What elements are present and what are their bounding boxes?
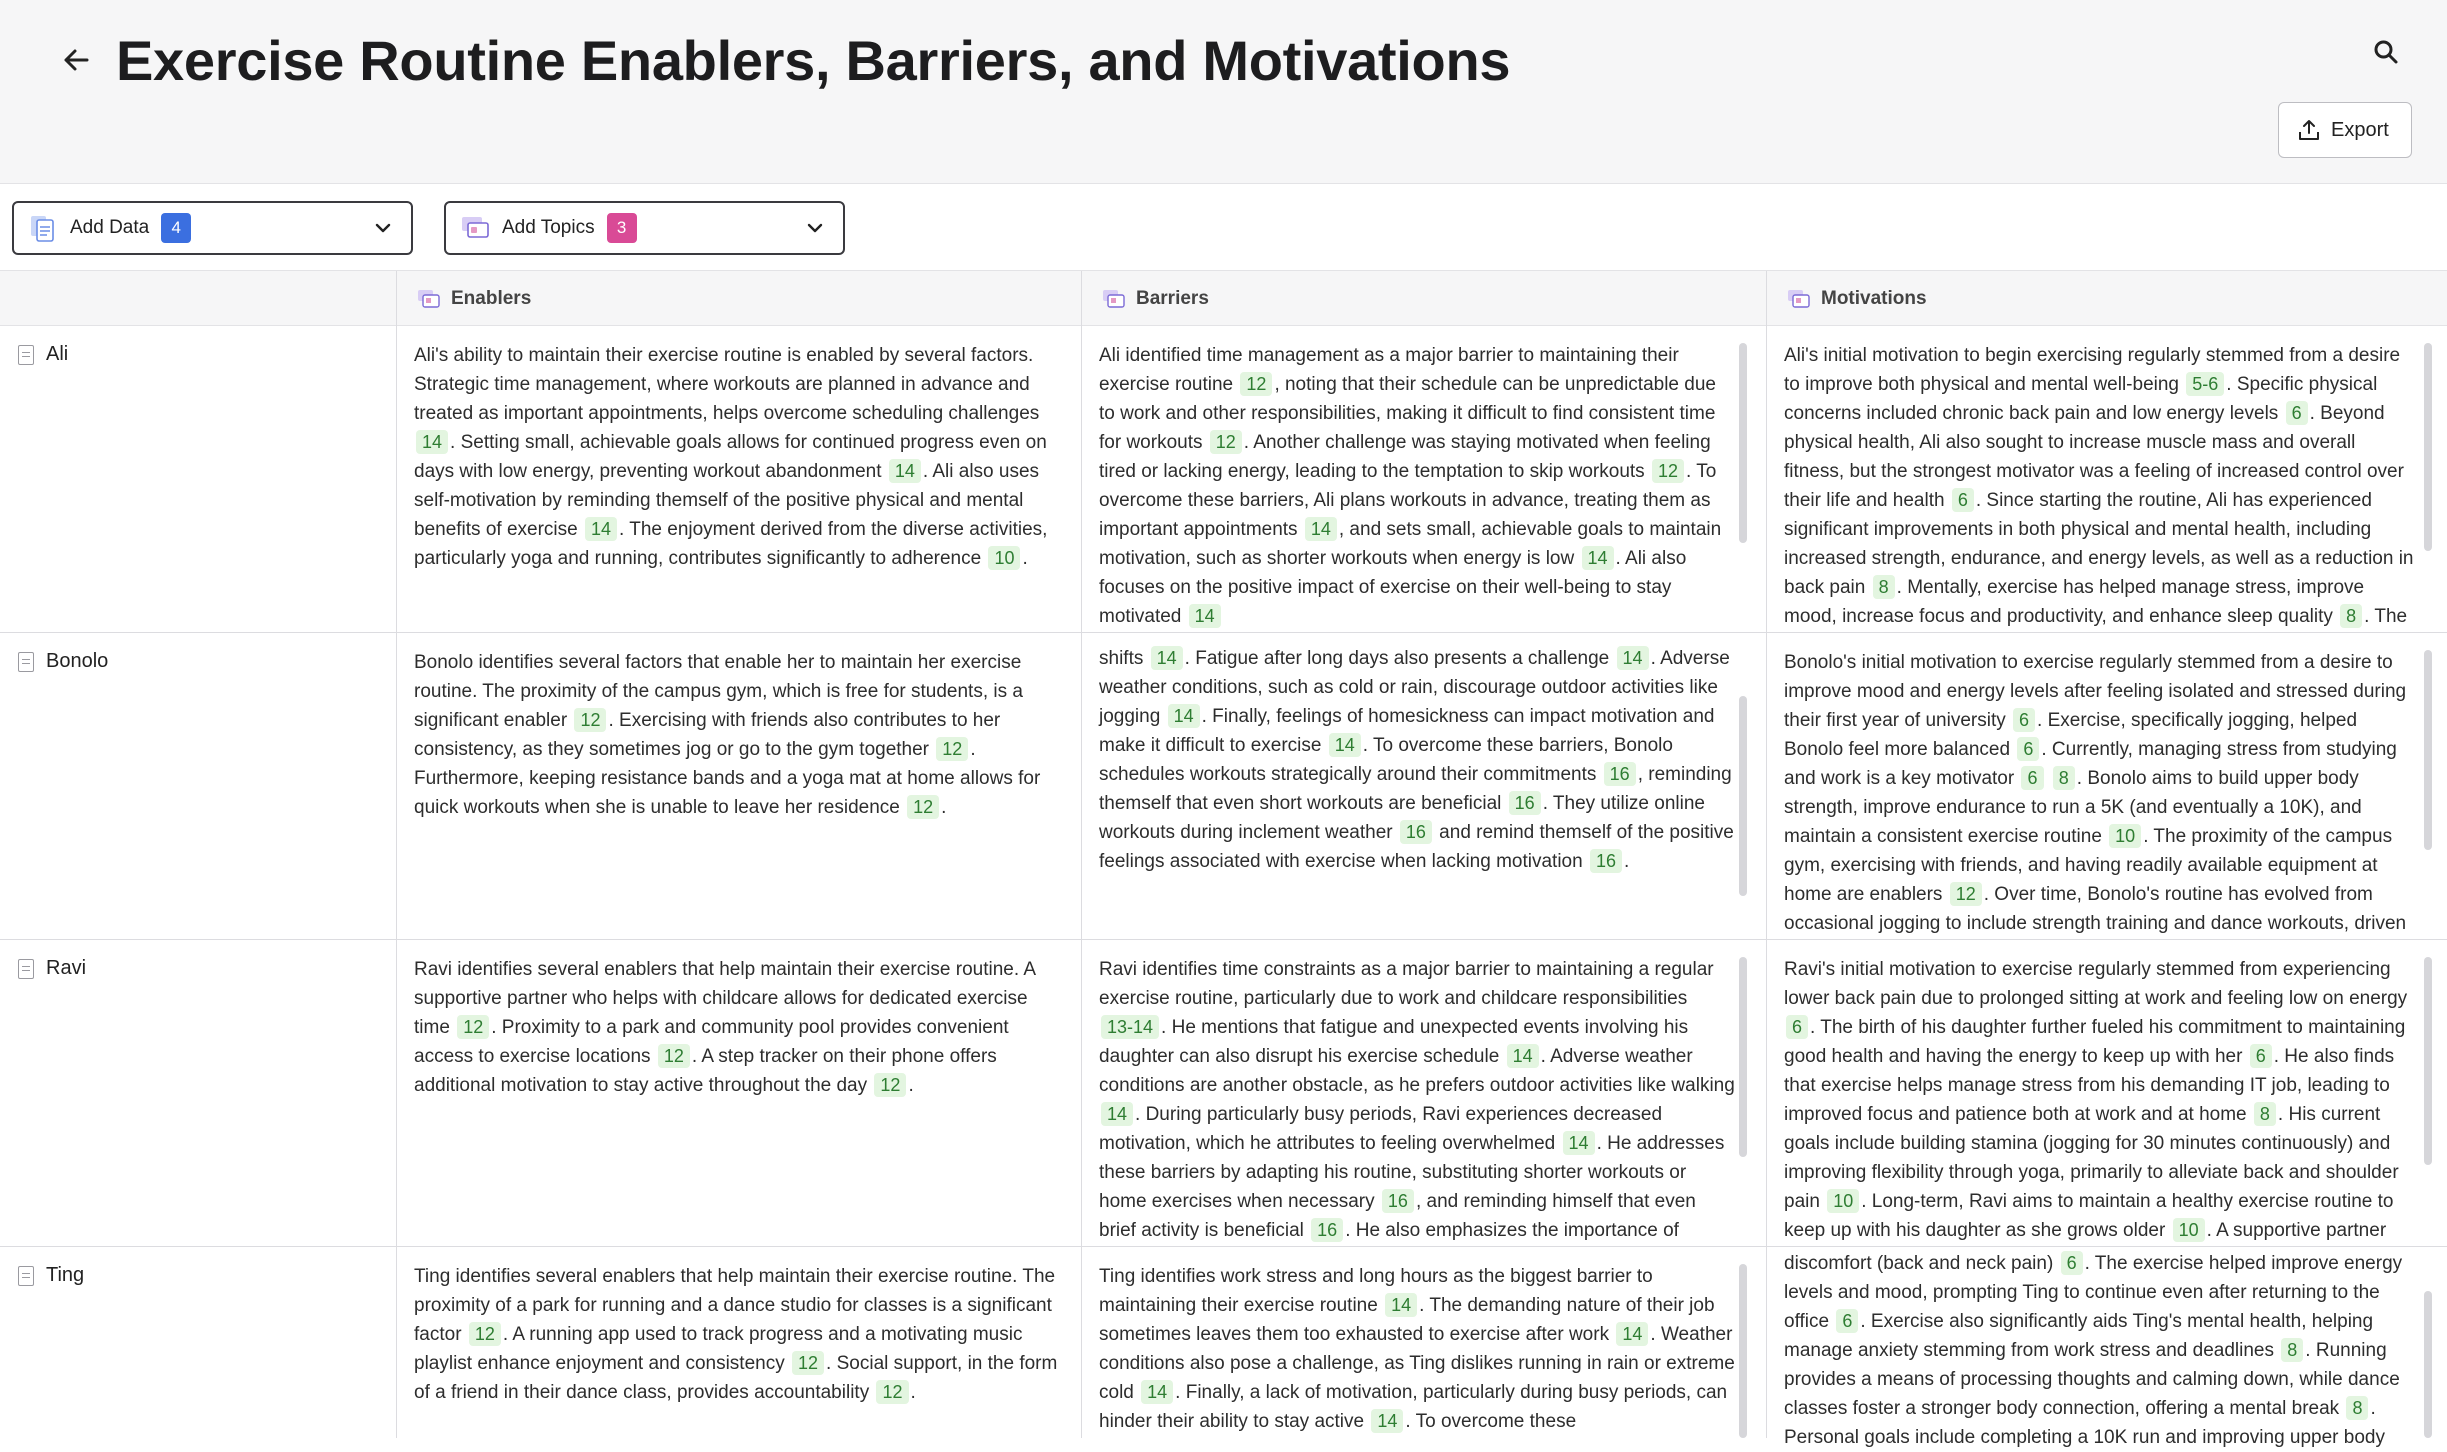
summary-text: . Setting small, achievable goals allows for continued progress even on days with low energy, preventing workout abandonment [414, 432, 1047, 482]
citation-tag[interactable]: 16 [1382, 1189, 1414, 1213]
citation-tag[interactable]: 10 [2109, 824, 2141, 848]
citation-tag[interactable]: 16 [1604, 762, 1636, 786]
citation-tag[interactable]: 8 [2340, 604, 2362, 628]
summary-text: Ting identifies several enablers that help maintain their exercise routine. The proximity of a park for running and a dance studio for classes is a significant factor [414, 1266, 1056, 1345]
summary-text: . He mentions that fatigue and unexpected events involving his daughter can also disrupt his exercise schedule [1099, 1017, 1689, 1067]
summary-text: . Ali also uses self-motivation by reminding themself of the positive physical and mental benefits of exercise [414, 461, 1040, 540]
summary-text: Ting identifies work stress and long hours as the biggest barrier to maintaining their exercise routine [1099, 1266, 1653, 1316]
citation-tag[interactable]: 8 [2254, 1102, 2276, 1126]
summary-text: . The demanding nature of their job sometimes leaves them too exhausted to exercise after work [1099, 1295, 1715, 1345]
cell-ravi-motivations [1784, 955, 2418, 1241]
column-divider [396, 271, 397, 1438]
cell-ali-motivations [1784, 341, 2418, 627]
export-label: Export [2331, 118, 2389, 141]
summary-text [2046, 768, 2051, 789]
chevron-down-icon [805, 218, 825, 238]
cell-bonolo-enablers [414, 648, 1062, 928]
citation-tag[interactable]: 16 [1400, 820, 1432, 844]
row-name: Bonolo [46, 650, 109, 672]
add-data-dropdown[interactable] [12, 201, 413, 255]
scrollbar[interactable] [1739, 343, 1747, 543]
scrollbar[interactable] [2424, 650, 2432, 850]
topic-matrix [0, 270, 2447, 1448]
citation-tag[interactable]: 14 [1141, 1380, 1173, 1404]
cell-ting-barriers [1099, 1262, 1735, 1438]
summary-text: . Currently, managing stress from studying and work is a key motivator [1784, 739, 2397, 789]
citation-tag[interactable]: 12 [469, 1322, 501, 1346]
citation-tag[interactable]: 14 [1371, 1409, 1403, 1433]
summary-text: . Finally, a lack of motivation, particularly during busy periods, can hinder their ability to stay active [1099, 1382, 1728, 1432]
summary-text: . His current goals include building stamina (jogging for 30 minutes continuously) and improving flexibility through yoga, primarily to alleviate back and shoulder pain [1784, 1104, 2399, 1212]
summary-text: . [908, 1075, 914, 1096]
citation-tag[interactable]: 14 [1385, 1293, 1417, 1317]
summary-text: . During particularly busy periods, Ravi experiences decreased motivation, which he attributes to feeling overwhelmed [1099, 1104, 1663, 1154]
scrollbar[interactable] [2424, 1291, 2432, 1438]
scrollbar[interactable] [1739, 696, 1747, 896]
citation-tag[interactable]: 14 [1305, 517, 1337, 541]
row-label-ting[interactable] [18, 1264, 84, 1287]
citation-tag[interactable]: 14 [1329, 733, 1361, 757]
citation-tag[interactable]: 12 [574, 708, 606, 732]
row-label-ravi[interactable] [18, 957, 86, 980]
summary-text: . Exercise, specifically jogging, helped Bonolo feel more balanced [1784, 710, 2358, 760]
arrow-left-icon [63, 49, 89, 71]
citation-tag[interactable]: 14 [1582, 546, 1614, 570]
summary-text: Ali identified time management as a major barrier to maintaining their exercise routine [1099, 345, 1679, 395]
export-button[interactable] [2278, 102, 2412, 158]
document-icon [18, 1266, 34, 1286]
citation-tag[interactable]: 14 [1563, 1131, 1595, 1155]
column-header-motivations[interactable] [1767, 271, 2447, 326]
citation-tag[interactable]: 12 [1210, 430, 1242, 454]
citation-tag[interactable]: 12 [907, 795, 939, 819]
citation-tag[interactable]: 14 [1507, 1044, 1539, 1068]
cell-ali-enablers [414, 341, 1062, 621]
summary-text: . Ali also focuses on the positive impact of exercise on their well-being to stay motivated [1099, 548, 1687, 627]
summary-text: . Personal goals include completing a 10K run and improving upper body [1784, 1398, 2385, 1448]
cell-ting-motivations [1784, 1249, 2418, 1448]
citation-tag[interactable]: 8 [1873, 575, 1895, 599]
summary-text: . Exercising with friends also contributes to her consistency, as they sometimes jog or go to the gym together [414, 710, 1001, 760]
citation-tag[interactable]: 12 [876, 1380, 908, 1404]
summary-text: . Furthermore, keeping resistance bands and a yoga mat at home allows for quick workouts when she is unable to leave her residence [414, 739, 1041, 818]
citation-tag[interactable]: 14 [889, 459, 921, 483]
summary-text: . Adverse weather conditions, such as cold or rain, discourage outdoor activities like jogging [1099, 648, 1730, 727]
summary-text: . The birth of his daughter further fueled his commitment to maintaining good health and having the energy to keep up with her [1784, 1017, 2406, 1067]
summary-text: Ali's initial motivation to begin exercising regularly stemmed from a desire to improve both physical and mental well-being [1784, 345, 2401, 395]
citation-tag[interactable]: 12 [457, 1015, 489, 1039]
summary-text: , noting that their schedule can be unpredictable due to work and other responsibilities, making it difficult to find consistent time for workouts [1099, 374, 1716, 453]
summary-text: . Specific physical concerns included chronic back pain and low energy levels [1784, 374, 2378, 424]
scrollbar[interactable] [2424, 343, 2432, 551]
cell-ravi-barriers [1099, 955, 1735, 1241]
topics-icon [460, 213, 490, 243]
row-divider [0, 1246, 2447, 1247]
summary-text: . A step tracker on their phone offers additional motivation to stay active throughout the day [414, 1046, 997, 1096]
summary-text: Ravi's initial motivation to exercise regularly stemmed from experiencing lower back pain due to prolonged sitting at work and feeling low on energy [1784, 959, 2408, 1009]
summary-text: . To overcome these [1405, 1411, 1577, 1432]
column-header-label: Motivations [1821, 287, 1927, 309]
summary-text: , and sets small, achievable goals to maintain motivation, such as shorter workouts when energy is low [1099, 519, 1722, 569]
summary-text: . Long-term, Ravi aims to maintain a healthy exercise routine to keep up with his daughter as she grows older [1784, 1191, 2394, 1241]
summary-text: . To overcome these barriers, Bonolo schedules workouts strategically around their commitments [1099, 735, 1673, 785]
summary-text: Ravi identifies time constraints as a major barrier to maintaining a regular exercise routine, particularly due to work and childcare responsibilities [1099, 959, 1714, 1009]
summary-text: . [941, 797, 947, 818]
citation-tag[interactable]: 14 [1616, 1322, 1648, 1346]
summary-text: discomfort (back and neck pain) [1784, 1253, 2059, 1274]
summary-text: . A supportive partner [2206, 1220, 2387, 1241]
header-bar [0, 0, 2447, 184]
citation-tag[interactable]: 6 [2021, 766, 2043, 790]
summary-text: , and reminding himself that even brief activity is beneficial [1099, 1191, 1696, 1241]
summary-text: Ali's ability to maintain their exercise routine is enabled by several factors. Strategic time management, where workouts are planned in advance and treated as important appointments, helps overcome scheduling challenges [414, 345, 1040, 424]
summary-text: . Beyond physical health, Ali also sought to increase muscle mass and overall fitness, but the strongest motivator was a feeling of increased control over their life and health [1784, 403, 2404, 511]
summary-text: , reminding themself that even short workouts are beneficial [1099, 764, 1732, 814]
citation-tag[interactable]: 6 [2286, 401, 2308, 425]
citation-tag[interactable]: 13-14 [1101, 1015, 1159, 1039]
summary-text: . Over time, Bonolo's routine has evolved from occasional jogging to include strength training and dance workouts, driven [1784, 884, 2407, 934]
summary-text: . The [2364, 606, 2408, 627]
summary-text: . Weather conditions also pose a challenge, as Ting dislikes running in rain or extreme cold [1099, 1324, 1735, 1403]
row-name: Ting [46, 1264, 85, 1286]
topic-icon [1102, 288, 1126, 310]
summary-text: . [1624, 851, 1630, 872]
row-name: Ali [46, 343, 69, 365]
summary-text: . The enjoyment derived from the diverse activities, particularly yoga and running, contributes significantly to adherence [414, 519, 1048, 569]
summary-text: . The exercise helped improve energy levels and mood, prompting Ting to continue even after returning to the office [1784, 1253, 2403, 1332]
citation-tag[interactable]: 6 [1786, 1015, 1808, 1039]
row-name: Ravi [46, 957, 87, 979]
citation-tag[interactable]: 16 [1590, 849, 1622, 873]
citation-tag[interactable]: 10 [2173, 1218, 2205, 1242]
summary-text: . Running provides a means of processing thoughts and calming down, while dance classes foster a stronger body connection, offering a mental break [1784, 1340, 2400, 1419]
column-divider [1766, 271, 1767, 1438]
add-topics-count-badge: 3 [607, 213, 637, 243]
citation-tag[interactable]: 16 [1509, 791, 1541, 815]
row-divider [0, 632, 2447, 633]
scrollbar[interactable] [2424, 957, 2432, 1165]
row-divider [0, 939, 2447, 940]
topic-icon [417, 288, 441, 310]
back-button[interactable] [56, 40, 96, 80]
scrollbar[interactable] [1739, 1264, 1747, 1438]
summary-text: . A running app used to track progress and a motivating music playlist enhance enjoyment and consistency [414, 1324, 1023, 1374]
citation-tag[interactable]: 6 [2017, 737, 2039, 761]
summary-text: . They utilize online workouts during inclement weather [1099, 793, 1705, 843]
summary-text: . Social support, in the form of a friend in their dance class, provides accountability [414, 1353, 1058, 1403]
citation-tag[interactable]: 12 [1240, 372, 1272, 396]
add-data-label: Add Data [70, 217, 150, 238]
summary-text: . Proximity to a park and community pool provides convenient access to exercise locations [414, 1017, 1009, 1067]
summary-text: . Adverse weather conditions are another obstacle, as he prefers outdoor activities like walking [1099, 1046, 1735, 1096]
search-icon [2373, 39, 2399, 65]
citation-tag[interactable]: 8 [2281, 1338, 2303, 1362]
summary-text: shifts [1099, 648, 1149, 669]
citation-tag[interactable]: 12 [936, 737, 968, 761]
citation-tag[interactable]: 6 [2250, 1044, 2272, 1068]
citation-tag[interactable]: 14 [1189, 604, 1221, 628]
summary-text: Ravi identifies several enablers that help maintain their exercise routine. A supportive partner who helps with childcare allows for dedicated exercise time [414, 959, 1036, 1038]
summary-text: . Another challenge was staying motivated when feeling tired or lacking energy, leading to the temptation to skip workouts [1099, 432, 1711, 482]
chevron-down-icon [373, 218, 393, 238]
citation-tag[interactable]: 14 [1151, 646, 1183, 670]
summary-text: Bonolo's initial motivation to exercise regularly stemmed from a desire to improve mood and energy levels after feeling isolated and stressed during their first year of university [1784, 652, 2407, 731]
column-divider [1081, 271, 1082, 1438]
citation-tag[interactable]: 14 [585, 517, 617, 541]
column-header-label: Barriers [1136, 287, 1209, 309]
citation-tag[interactable]: 14 [416, 430, 448, 454]
citation-tag[interactable]: 8 [2346, 1396, 2368, 1420]
column-header-enablers[interactable] [397, 271, 1081, 326]
citation-tag[interactable]: 6 [1952, 488, 1974, 512]
summary-text: . He also emphasizes the importance of [1345, 1220, 1679, 1241]
citation-tag[interactable]: 12 [658, 1044, 690, 1068]
citation-tag[interactable]: 6 [1836, 1309, 1858, 1333]
page-title: Exercise Routine Enablers, Barriers, and Motivations [116, 29, 1511, 92]
citation-tag[interactable]: 6 [2061, 1251, 2083, 1275]
citation-tag[interactable]: 10 [1827, 1189, 1859, 1213]
summary-text: . Bonolo aims to build upper body strength, improve endurance to run a 5K (and eventually a 10K), and maintain a consistent exercise routine [1784, 768, 2362, 847]
cell-ali-barriers [1099, 341, 1735, 627]
summary-text: . Since starting the routine, Ali has experienced significant improvements in both physical and mental health, including increased strength, endurance, and energy levels, as well as a reduction in back pain [1784, 490, 2414, 598]
citation-tag[interactable]: 16 [1311, 1218, 1343, 1242]
row-label-bonolo[interactable] [18, 650, 108, 673]
citation-tag[interactable]: 12 [874, 1073, 906, 1097]
citation-tag[interactable]: 6 [2013, 708, 2035, 732]
summary-text: . Exercise also significantly aids Ting's mental health, helping manage anxiety stemming from work stress and deadlines [1784, 1311, 2374, 1361]
summary-text: . The proximity of the campus gym, exercising with friends, and having readily available equipment at home are enablers [1784, 826, 2393, 905]
summary-text: . He addresses these barriers by adapting his routine, substituting shorter workouts or home exercises when necessary [1099, 1133, 1725, 1212]
summary-text: Bonolo identifies several factors that enable her to maintain her exercise routine. The proximity of the campus gym, which is free for students, is a significant enabler [414, 652, 1023, 731]
column-header-label: Enablers [451, 287, 532, 309]
summary-text: . To overcome these barriers, Ali plans workouts in advance, treating them as important appointments [1099, 461, 1717, 540]
documents-icon [28, 213, 58, 243]
citation-tag[interactable]: 14 [1101, 1102, 1133, 1126]
row-label-ali[interactable] [18, 343, 68, 366]
search-button[interactable] [2366, 32, 2406, 72]
summary-text: . Mentally, exercise has helped manage stress, improve mood, increase focus and productivity, and enhance sleep quality [1784, 577, 2365, 627]
summary-text: . [910, 1382, 916, 1403]
cell-bonolo-barriers [1099, 644, 1735, 926]
summary-text: . Fatigue after long days also presents a challenge [1184, 648, 1615, 669]
add-topics-label: Add Topics [502, 217, 595, 238]
summary-text: and remind themself of the positive feelings associated with exercise when lacking motivation [1099, 822, 1734, 872]
citation-tag[interactable]: 14 [1168, 704, 1200, 728]
summary-text: . [1022, 548, 1028, 569]
add-data-count-badge: 4 [161, 213, 191, 243]
citation-tag[interactable]: 8 [2053, 766, 2075, 790]
cell-bonolo-motivations [1784, 648, 2418, 934]
summary-text: . Finally, feelings of homesickness can impact motivation and make it difficult to exercise [1099, 706, 1715, 756]
citation-tag[interactable]: 14 [1617, 646, 1649, 670]
citation-tag[interactable]: 12 [1950, 882, 1982, 906]
scrollbar[interactable] [1739, 957, 1747, 1157]
document-icon [18, 345, 34, 365]
add-topics-dropdown[interactable] [444, 201, 845, 255]
citation-tag[interactable]: 5-6 [2186, 372, 2224, 396]
summary-text: . He also finds that exercise helps manage stress from his demanding IT job, leading to improved focus and patience both at work and at home [1784, 1046, 2395, 1125]
citation-tag[interactable]: 12 [1652, 459, 1684, 483]
document-icon [18, 959, 34, 979]
upload-icon [2297, 118, 2321, 142]
document-icon [18, 652, 34, 672]
cell-ravi-enablers [414, 955, 1062, 1235]
cell-ting-enablers [414, 1262, 1062, 1438]
citation-tag[interactable]: 12 [792, 1351, 824, 1375]
column-header-barriers[interactable] [1082, 271, 1766, 326]
topic-icon [1787, 288, 1811, 310]
citation-tag[interactable]: 10 [988, 546, 1020, 570]
